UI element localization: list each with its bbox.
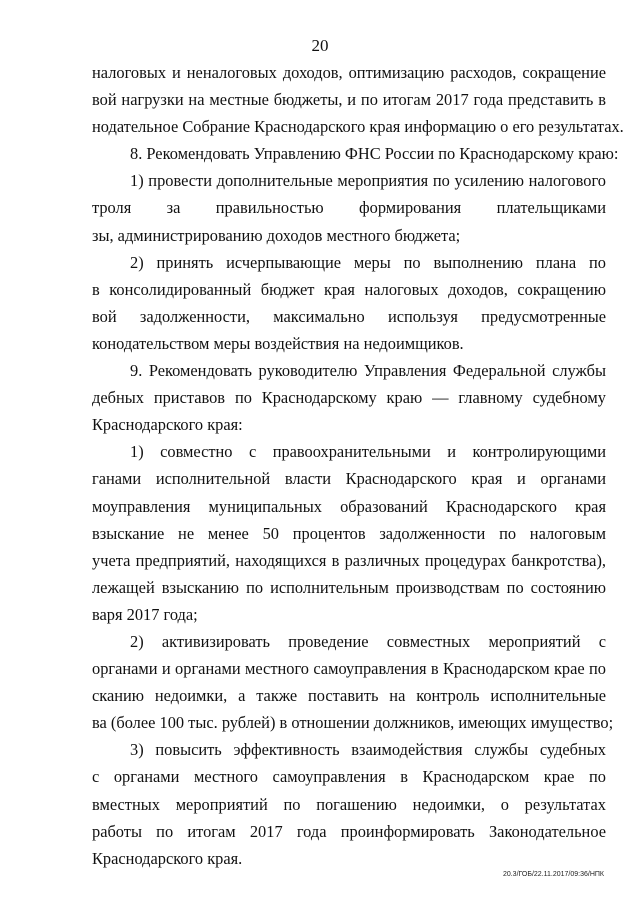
page-number: 20: [311, 36, 329, 55]
text-line: 9. Рекомендовать руководителю Управления Федеральной службы: [130, 361, 606, 381]
footer-document-code: 20.3/ГОБ/22.11.2017/09:36/НПК: [502, 871, 604, 878]
text-line: 3) повысить эффективность взаимодействия службы судебных: [130, 740, 606, 760]
text-line: 2) активизировать проведение совместных мероприятий с: [130, 631, 606, 651]
text-line: моуправления муниципальных образований Краснодарского края: [92, 496, 606, 516]
text-line: учета предприятий, находящихся в различных процедурах банкротства),: [92, 550, 606, 570]
text-line: налоговых и неналоговых доходов, оптимизацию расходов, сокращение: [92, 63, 606, 82]
text-line: зы, администрированию доходов местного бюджета;: [92, 225, 461, 245]
text-line: 2) принять исчерпывающие меры по выполнению плана по: [130, 252, 606, 272]
text-line: ва (более 100 тыс. рублей) в отношении должников, имеющих имущество;: [92, 713, 614, 733]
text-line: сканию недоимки, а также поставить на контроль исполнительные: [92, 686, 606, 706]
text-line: вой задолженности, максимально используя предусмотренные: [92, 306, 606, 326]
text-line: дебных приставов по Краснодарскому краю — главному судебному: [92, 388, 606, 408]
text-line: варя 2017 года;: [92, 604, 198, 624]
text-line: вой нагрузки на местные бюджеты, и по итогам 2017 года представить в: [92, 90, 606, 110]
text-line: работы по итогам 2017 года проинформировать Законодательное: [92, 821, 606, 841]
text-line: Краснодарского края:: [92, 415, 243, 435]
text-line: 8. Рекомендовать Управлению ФНС России по Краснодарскому краю:: [130, 144, 619, 164]
text-line: с органами местного самоуправления в Краснодарском крае по: [92, 767, 606, 787]
text-line: нодательное Собрание Краснодарского края информацию о его результатах.: [92, 117, 624, 137]
text-line: лежащей взысканию по исполнительным производствам по состоянию: [92, 577, 606, 597]
text-line: конодательством меры воздействия на недоимщиков.: [92, 333, 464, 353]
text-line: Краснодарского края.: [92, 848, 243, 868]
text-line: 1) совместно с правоохранительными и контролирующими: [130, 442, 606, 462]
text-line: 1) провести дополнительные мероприятия по усилению налогового: [130, 171, 606, 191]
text-line: в консолидированный бюджет края налоговых доходов, сокращению: [92, 279, 606, 299]
text-line: органами и органами местного самоуправления в Краснодарском крае по: [92, 659, 606, 679]
text-line: взыскание не менее 50 процентов задолженности по налоговым: [92, 523, 606, 543]
text-line: вместных мероприятий по погашению недоимки, о результатах: [92, 794, 606, 814]
document-body: [92, 59, 624, 872]
text-line: ганами исполнительной власти Краснодарского края и органами: [92, 469, 606, 489]
text-line: троля за правильностью формирования плательщиками: [92, 198, 606, 218]
